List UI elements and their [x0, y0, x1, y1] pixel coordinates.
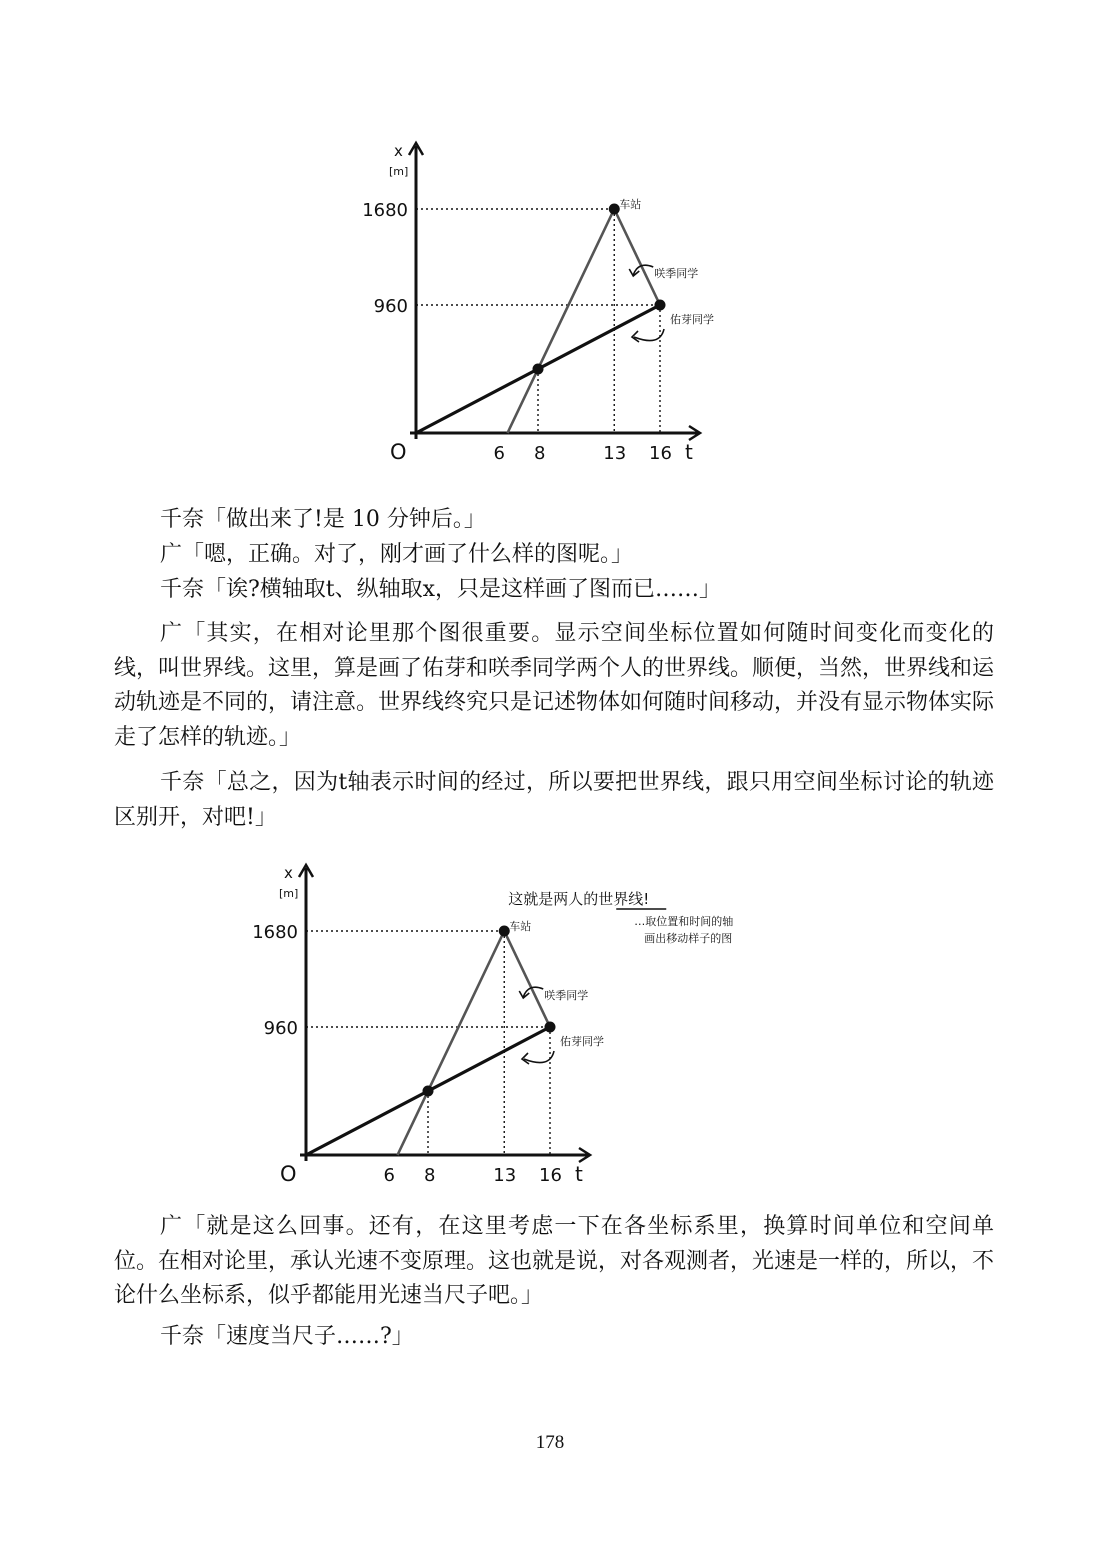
y-axis-label: x — [394, 142, 403, 160]
x-tick-label: 8 — [424, 1165, 436, 1186]
x-tick-label: 16 — [649, 443, 672, 464]
page-number: 178 — [535, 1432, 565, 1453]
dialogue-line-2: 广「嗯，正确。对了，刚才画了什么样的图呢。」 — [160, 542, 634, 567]
data-point — [423, 1086, 434, 1097]
y-tick-label: 1680 — [252, 922, 298, 943]
callout-note-line-1: …取位置和时间的轴 — [634, 915, 734, 928]
t-axis-label: t — [685, 440, 693, 464]
y-axis-label: x — [284, 864, 293, 882]
data-point — [545, 1022, 556, 1033]
x-tick-label: 13 — [493, 1165, 517, 1186]
station-annotation: 车站 — [509, 920, 532, 933]
x-tick-label: 6 — [493, 443, 505, 464]
dialogue-line-6: 广「就是这么回事。还有，在这里考虑一下在各坐标系里，换算时间单位和空间单位。在相对论里，承认光速不变原理。这也就是说，对各观测者，光速是一样的，所以，不论什么坐标系，似乎都能用光速当尺子吧。」 — [114, 1214, 995, 1308]
world-line-chart-2 — [252, 858, 810, 1198]
x-tick-label: 8 — [534, 443, 546, 464]
dialogue-line-3: 千奈「诶?横轴取t、纵轴取x，只是这样画了图而已……」 — [160, 577, 722, 602]
callout-note-line-2: 画出移动样子的图 — [644, 932, 733, 945]
data-point — [609, 204, 620, 215]
saki-annotation: 咲季同学 — [654, 267, 699, 280]
dialogue-line-4: 广「其实，在相对论里那个图很重要。显示空间坐标位置如何随时间变化而变化的线，叫世界线。这里，算是画了佑芽和咲季同学两个人的世界线。顺便，当然，世界线和运动轨迹是不同的，请注意。世界线终究只是记述物体如何随时间移动，并没有显示物体实际走了怎样的轨迹。」 — [114, 621, 995, 750]
y-axis-unit: [m] — [279, 887, 299, 900]
ume-annotation: 佑芽同学 — [670, 313, 714, 326]
ume-annotation: 佑芽同学 — [560, 1035, 604, 1048]
origin-label: O — [280, 1162, 297, 1186]
series-line-saki — [508, 209, 661, 433]
data-point — [533, 364, 544, 375]
station-annotation: 车站 — [619, 198, 642, 211]
dialogue-line-5: 千奈「总之，因为t轴表示时间的经过，所以要把世界线，跟只用空间坐标讨论的轨迹区别开，对吧!」 — [114, 770, 994, 830]
x-tick-label: 6 — [383, 1165, 395, 1186]
x-tick-label: 16 — [539, 1165, 562, 1186]
y-tick-label: 960 — [373, 296, 408, 317]
world-line-figure-2 — [252, 858, 810, 1198]
y-tick-label: 1680 — [362, 200, 408, 221]
origin-label: O — [390, 440, 407, 464]
data-point — [655, 300, 666, 311]
world-line-figure-1 — [362, 136, 740, 476]
saki-annotation: 咲季同学 — [544, 989, 589, 1002]
t-axis-label: t — [575, 1162, 583, 1186]
world-line-callout-title: 这就是两人的世界线! — [508, 890, 650, 908]
y-tick-label: 960 — [263, 1018, 298, 1039]
ume-pointer-arrowhead — [522, 1053, 529, 1064]
y-axis-unit: [m] — [389, 165, 409, 178]
x-tick-label: 13 — [603, 443, 627, 464]
ume-pointer-arrowhead — [632, 331, 639, 342]
world-line-chart-1 — [362, 136, 740, 476]
dialogue-line-7: 千奈「速度当尺子……?」 — [160, 1324, 414, 1349]
data-point — [499, 926, 510, 937]
dialogue-line-1: 千奈「做出来了!是 10 分钟后。」 — [160, 507, 486, 532]
series-line-saki — [398, 931, 551, 1155]
